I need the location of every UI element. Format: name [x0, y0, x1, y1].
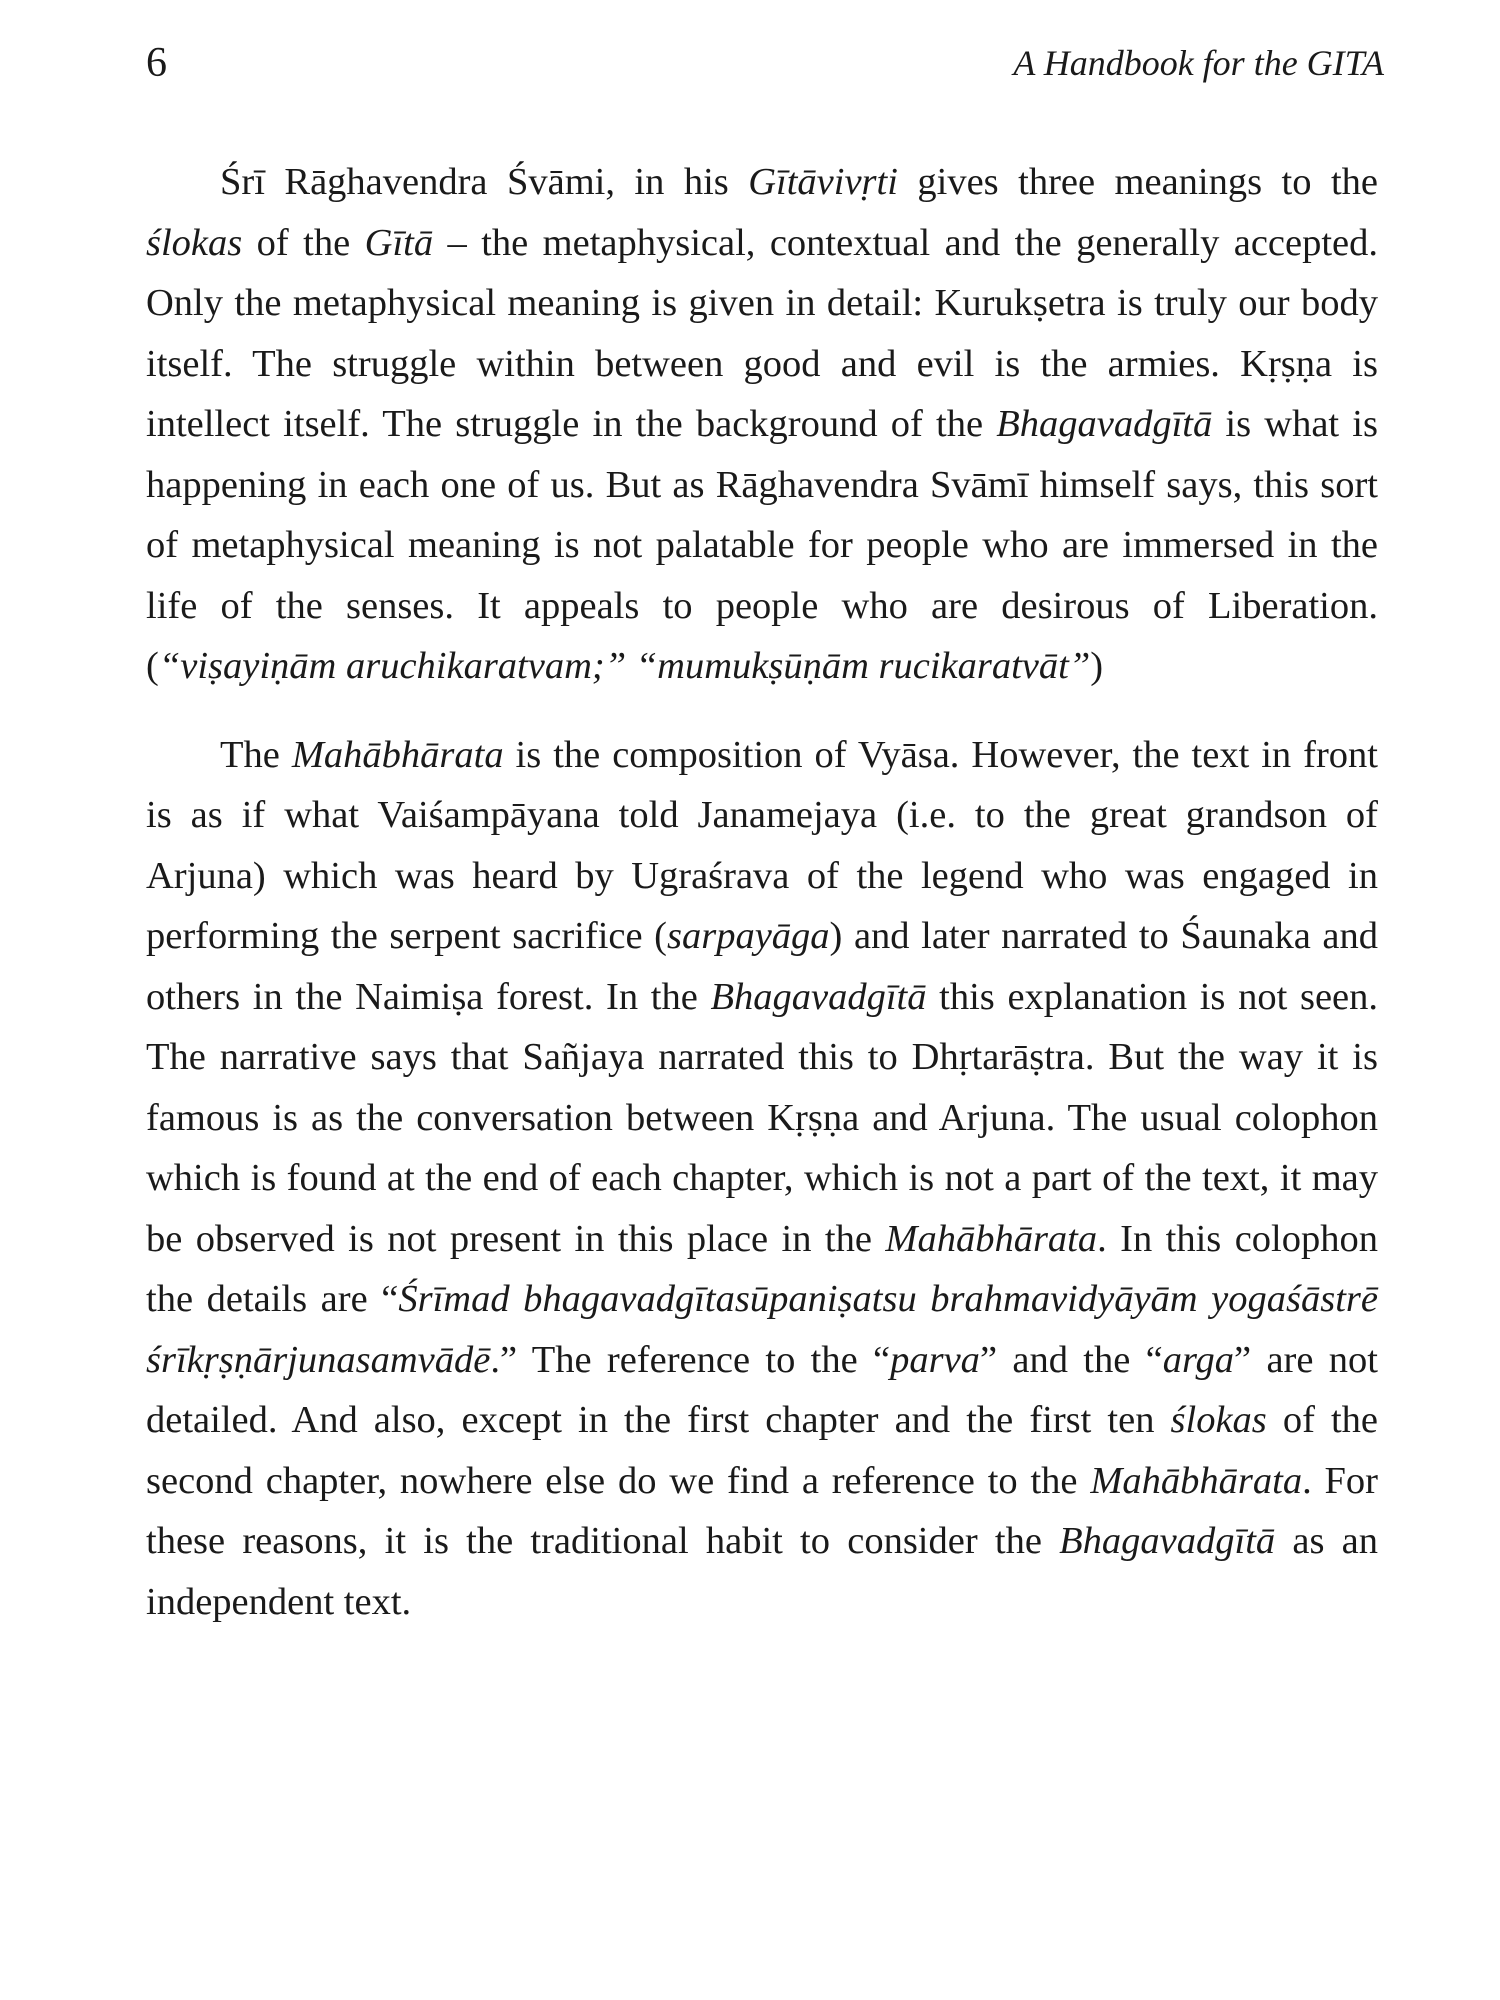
italic-run: Mahābhārata: [1090, 1459, 1303, 1502]
italic-run: Bhagavadgītā: [996, 403, 1213, 445]
text-run: ” and the “: [979, 1338, 1163, 1381]
running-head: A Handbook for the GITA: [1013, 43, 1384, 83]
italic-run: “viṣayiṇām aruchikaratvam;” “mumukṣūṇām rucikaratvāt”: [158, 645, 1091, 687]
italic-run: parva: [890, 1338, 980, 1381]
text-run: The: [220, 733, 292, 776]
text-run: of the: [242, 221, 365, 264]
text-run: ) and later narrated to Śaunaka and others in the Naimiṣa forest. In the: [146, 915, 1378, 1018]
italic-run: Gītā: [364, 221, 434, 264]
text-run: ” are not detailed. And also, except in the first chapter and the first ten: [146, 1338, 1378, 1441]
text-run: Śrī Rāghavendra Śvāmi, in his: [220, 161, 749, 203]
text-run: gives three meanings to the: [897, 161, 1378, 203]
italic-run: Mahābhārata: [291, 733, 504, 776]
text-run: of the second chapter, nowhere else do we find a reference to the: [146, 1399, 1379, 1502]
text-run: is the composition of Vyāsa. However, the text in front is as if what Vaiśampāyana told Janamejaya (i.e. to the great grandson of Arjuna) which was heard by Ugraśrava of the legend who was engaged in performing the serpent sacrifice (: [146, 733, 1378, 957]
italic-run: Bhagavadgītā: [1059, 1520, 1276, 1562]
text-run: this explanation is not seen. The narrative says that Sañjaya narrated this to Dhṛtarāṣtra. But the way it is famous is as the conversation between Kṛṣṇa and Arjuna. The usual colophon which is found at the end of each chapter, which is not a part of the text, it may be observed is not present in this place in the: [146, 975, 1378, 1260]
italic-run: Śrīmad bhagavadgītasūpaniṣatsu brahmavidyāyām yogaśāstrē śrīkṛṣṇārjunasamvādē: [146, 1278, 1378, 1381]
text-run: – the metaphysical, contextual and the generally accepted. Only the metaphysical meaning is given in detail: Kurukṣetra is truly our body itself. The struggle within between good and evil is the armies. Kṛṣṇa is intellect itself. The struggle in the background of the: [146, 221, 1379, 445]
italic-run: Mahābhārata: [885, 1217, 1098, 1260]
body-text: [146, 152, 1378, 1632]
paragraph: [146, 152, 1378, 697]
text-run: . In this colophon the details are “: [146, 1217, 1379, 1320]
italic-run: Bhagavadgītā: [710, 975, 927, 1018]
text-run: .” The reference to the “: [490, 1338, 891, 1381]
text-run: ): [1090, 645, 1104, 687]
text-run: . For these reasons, it is the traditional habit to consider the: [146, 1459, 1379, 1562]
page-number: 6: [146, 40, 167, 86]
italic-run: sarpayāga: [666, 915, 830, 957]
paragraph: [146, 725, 1378, 1633]
text-run: as an independent text.: [146, 1520, 1378, 1623]
text-run: is what is happening in each one of us. But as Rāghavendra Svāmī himself says, this sort of metaphysical meaning is not palatable for people who are immersed in the life of the senses. It appeals to people who are desirous of Liberation. (: [146, 403, 1378, 687]
italic-run: ślokas: [1170, 1399, 1267, 1441]
italic-run: arga: [1162, 1338, 1235, 1381]
italic-run: Gītāvivṛti: [748, 161, 898, 203]
italic-run: ślokas: [146, 221, 243, 264]
